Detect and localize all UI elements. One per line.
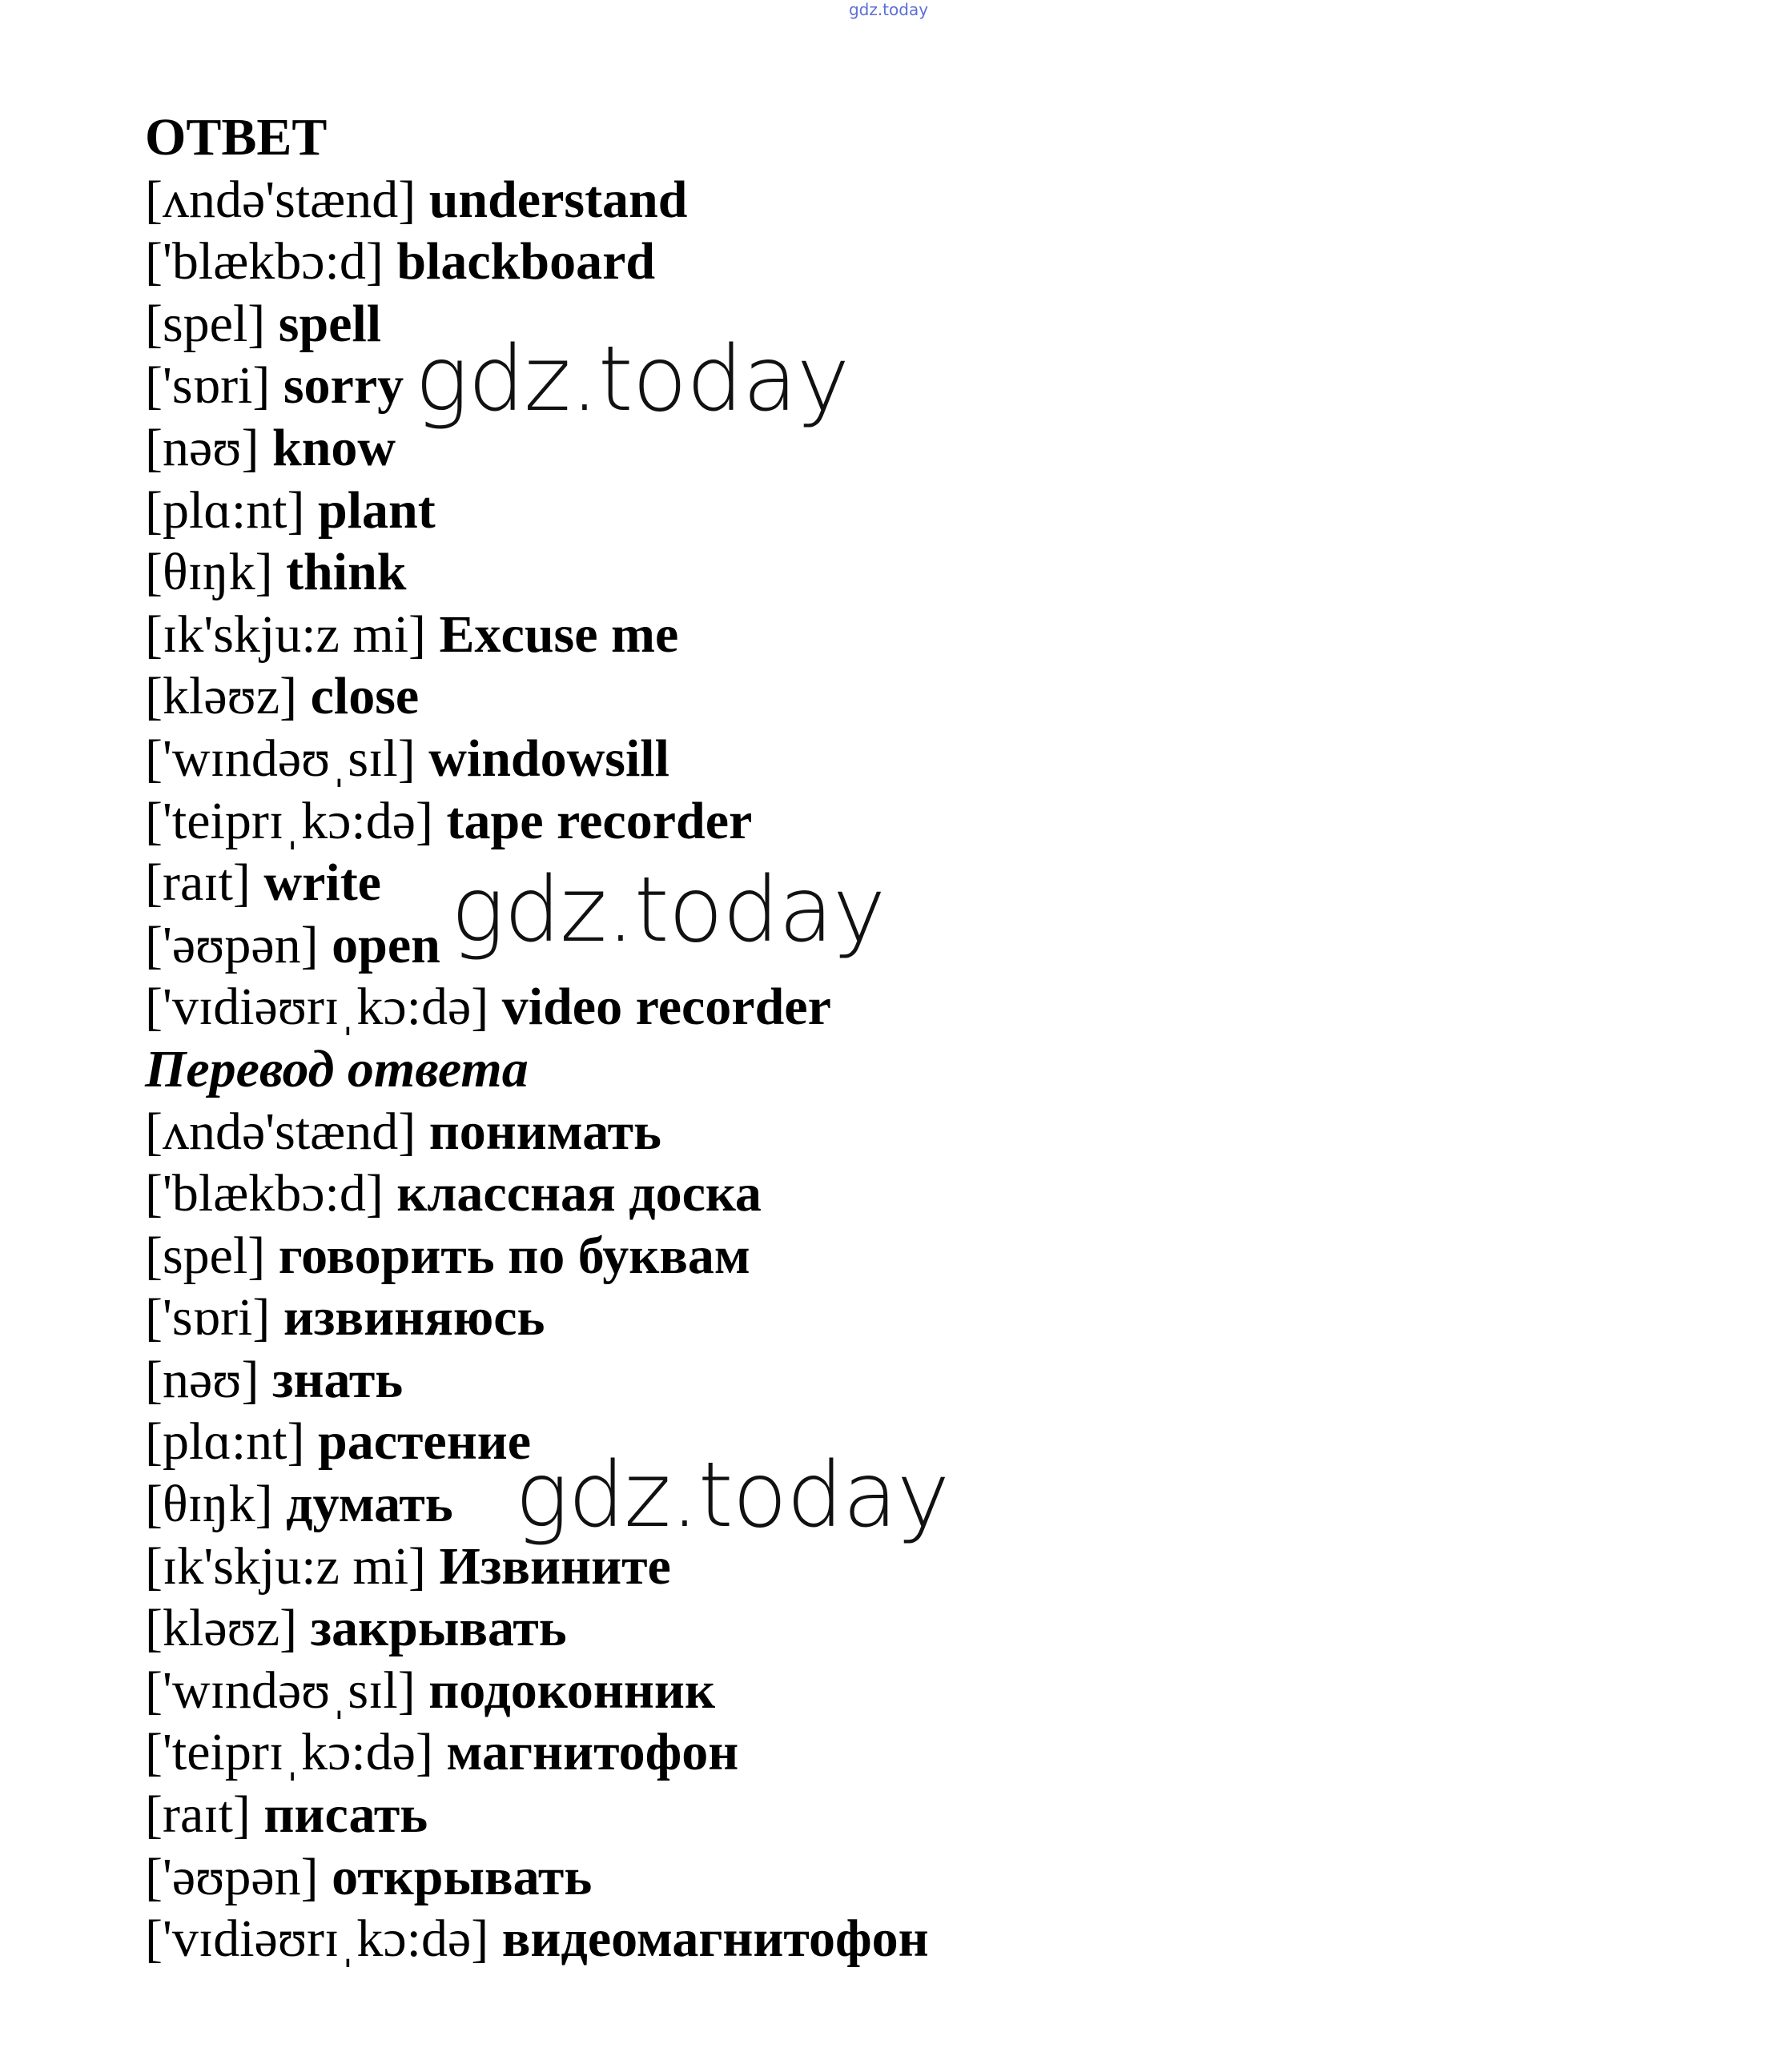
ipa-transcription: ['vɪdiəʊrɪˌkɔ:də] [145,1909,489,1969]
ipa-transcription: [spel] [145,1226,266,1285]
english-word: blackboard [396,232,656,291]
watermark-top: gdz.today [848,0,929,19]
ipa-transcription: [nəʊ] [145,1350,259,1409]
ipa-transcription: ['əʊpən] [145,1847,319,1906]
translation-line [145,1784,1506,1846]
english-word: spell [278,294,382,353]
ipa-transcription: [spel] [145,294,266,353]
russian-translation: говорить по буквам [278,1226,750,1285]
english-word: tape recorder [446,791,753,850]
ipa-transcription: ['əʊpən] [145,915,319,974]
translation-line [145,1721,1506,1784]
answer-line [145,790,1506,853]
ipa-transcription: [kləʊz] [145,667,298,726]
answer-line [145,169,1506,231]
ipa-transcription: ['blækbɔ:d] [145,1164,384,1223]
answer-line [145,480,1506,542]
english-word: sorry [283,356,404,416]
ipa-transcription: [θɪŋk] [145,543,273,602]
answer-line [145,976,1506,1038]
watermark: gdz.today [451,858,886,962]
ipa-transcription: ['wɪndəʊˌsɪl] [145,729,416,788]
russian-translation: видеомагнитофон [501,1909,929,1969]
ipa-transcription: ['blækbɔ:d] [145,232,384,291]
ipa-transcription: [plɑ:nt] [145,480,305,540]
russian-translation: писать [263,1785,428,1845]
english-word: plant [317,480,436,540]
translation-line [145,1349,1506,1411]
russian-translation: Извините [439,1536,671,1596]
translation-line [145,1225,1506,1287]
ipa-transcription: ['teiprɪˌkɔ:də] [145,791,434,850]
ipa-transcription: [nəʊ] [145,418,259,477]
ipa-transcription: ['sɒri] [145,1288,271,1347]
russian-translation: растение [317,1412,532,1472]
english-word: open [332,915,440,974]
russian-translation: закрывать [310,1599,567,1658]
ipa-transcription: [raɪt] [145,1785,251,1845]
watermark: gdz.today [515,1444,950,1548]
ipa-transcription: [ʌndə'stænd] [145,1102,416,1161]
ipa-transcription: ['vɪdiəʊrɪˌkɔ:də] [145,978,489,1037]
translation-line [145,1908,1506,1970]
translation-line [145,1287,1506,1349]
translation-line [145,1660,1506,1722]
watermark: gdz.today [415,327,850,432]
translation-line [145,1846,1506,1909]
ipa-transcription: [ɪk'skju:z mi] [145,604,427,664]
ipa-transcription: [θɪŋk] [145,1475,273,1534]
ipa-transcription: ['teiprɪˌkɔ:də] [145,1723,434,1782]
ipa-transcription: ['sɒri] [145,356,271,416]
ipa-transcription: [kləʊz] [145,1599,298,1658]
answer-line [145,728,1506,790]
russian-translation: открывать [332,1847,593,1906]
russian-translation: думать [286,1475,453,1534]
english-word: think [286,543,407,602]
ipa-transcription: [raɪt] [145,853,251,913]
english-word: understand [428,170,688,229]
russian-translation: классная доска [396,1164,762,1223]
russian-translation: знать [271,1350,404,1409]
translation-line [145,1101,1506,1163]
ipa-transcription: [ɪk'skju:z mi] [145,1536,427,1596]
english-word: write [263,853,381,913]
ipa-transcription: [ʌndə'stænd] [145,170,416,229]
english-word: windowsill [428,729,669,788]
answer-heading: ОТВЕТ [145,108,328,167]
translation-line [145,1162,1506,1225]
ipa-transcription: [plɑ:nt] [145,1412,305,1472]
russian-translation: магнитофон [446,1723,739,1782]
russian-translation: понимать [428,1102,661,1161]
english-word: video recorder [501,978,831,1037]
english-word: Excuse me [439,604,679,664]
answer-line [145,604,1506,666]
russian-translation: извиняюсь [283,1288,545,1347]
ipa-transcription: ['wɪndəʊˌsɪl] [145,1660,416,1720]
answer-line [145,231,1506,293]
russian-translation: подоконник [428,1660,715,1720]
answer-line [145,541,1506,604]
answer-line [145,665,1506,728]
translation-line [145,1597,1506,1660]
english-word: close [310,667,420,726]
english-word: know [271,418,396,477]
translation-heading: Перевод ответа [145,1039,529,1098]
